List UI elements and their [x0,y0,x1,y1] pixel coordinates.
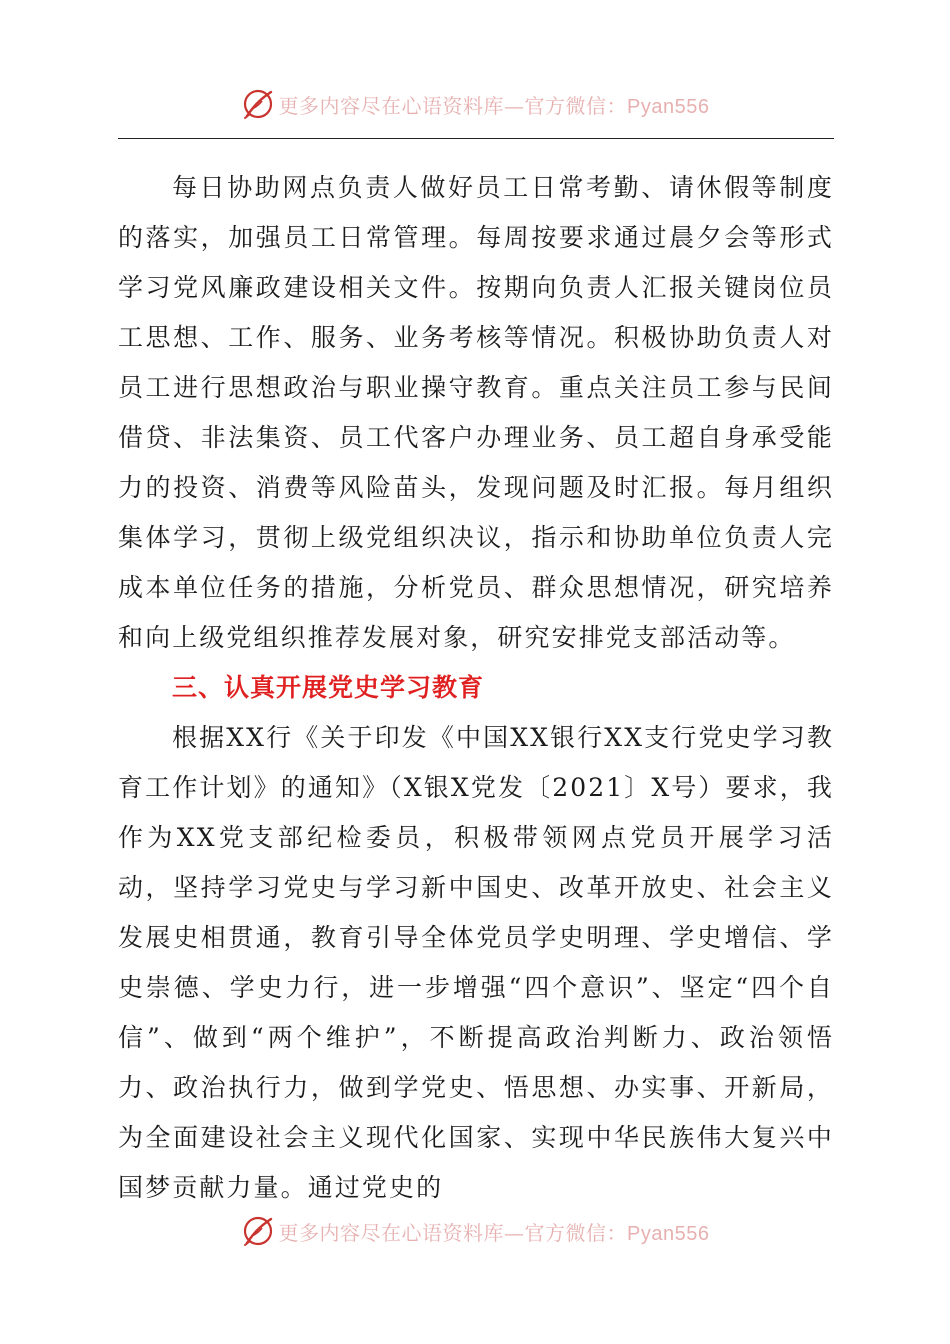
body-paragraph: 每日协助网点负责人做好员工日常考勤、请休假等制度的落实，加强员工日常管理。每周按要求通过晨夕会等形式学习党风廉政建设相关文件。按期向负责人汇报关键岗位员工思想、工作、服务、业务考核等情况。积极协助负责人对员工进行思想政治与职业操守教育。重点关注员工参与民间借贷、非法集资、员工代客户办理业务、员工超自身承受能力的投资、消费等风险苗头，发现问题及时汇报。每月组织集体学习，贯彻上级党组织决议，指示和协助单位负责人完成本单位任务的措施，分析党员、群众思想情况，研究培养和向上级党组织推荐发展对象，研究安排党支部活动等。 [118,173,834,652]
document-body [118,163,834,1213]
quill-pen-logo-icon [241,1214,275,1248]
header-watermark [0,82,950,126]
body-paragraph: 根据XX行《关于印发《中国XX银行XX支行党史学习教育工作计划》的通知》（X银X党发〔2021〕X号）要求，我作为XX党支部纪检委员，积极带领网点党员开展学习活动，坚持学习党史与学习新中国史、改革开放史、社会主义发展史相贯通，教育引导全体党员学史明理、学史增信、学史崇德、学史力行，进一步增强“四个意识”、坚定“四个自信”、做到“两个维护”，不断提高政治判断力、政治领悟力、政治执行力，做到学党史、悟思想、办实事、开新局，为全面建设社会主义现代化国家、实现中华民族伟大复兴中国梦贡献力量。通过党史的 [118,723,834,1202]
watermark-wechat-id: Pyan556 [627,95,710,118]
watermark-text [279,1217,710,1246]
watermark-brand-text: 更多内容尽在心语资料库—官方微信： [278,1220,628,1245]
header-divider [118,138,834,139]
section-heading: 三、认真开展党史学习教育 [172,673,485,702]
watermark-wechat-id: Pyan556 [627,1222,710,1245]
footer-watermark [0,1209,950,1253]
watermark-text [279,90,710,119]
watermark-brand-text: 更多内容尽在心语资料库—官方微信： [278,93,628,118]
quill-pen-logo-icon [241,87,275,121]
